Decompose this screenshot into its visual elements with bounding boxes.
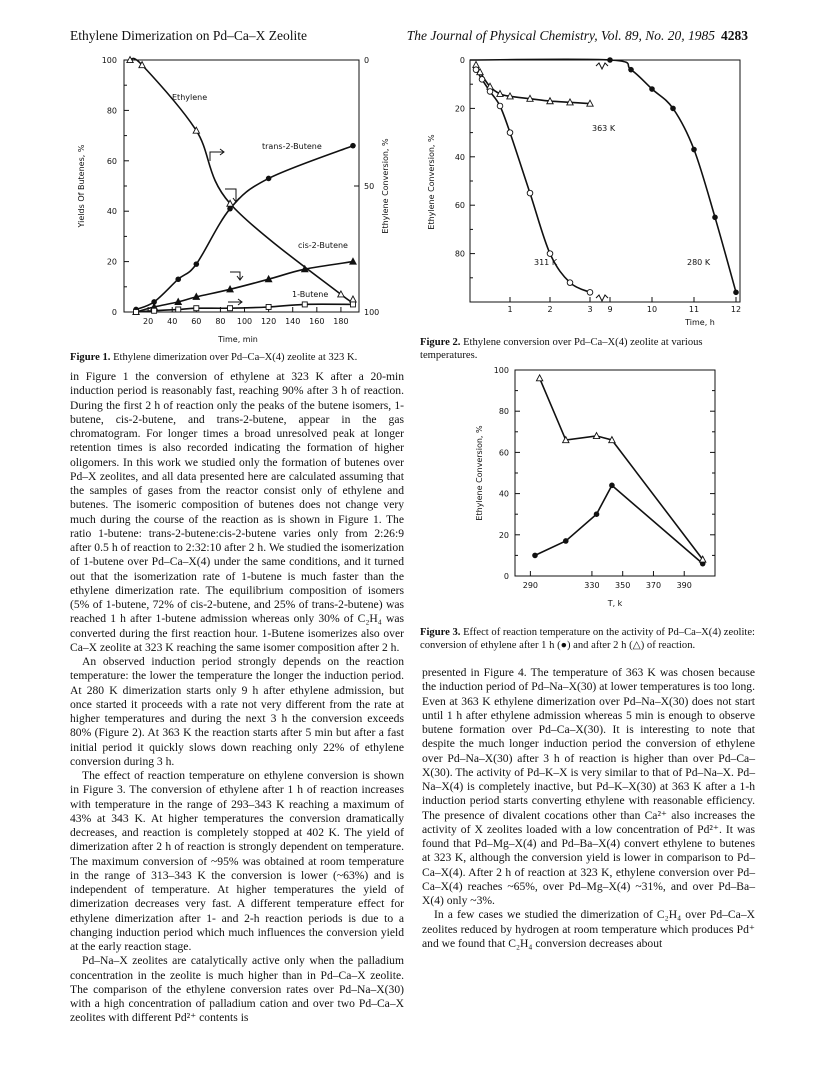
figure-1-y2-axis-label: Ethylene Conversion, % (381, 138, 390, 234)
data-point (628, 67, 634, 73)
figure-2-y-tick-label: 80 (454, 249, 465, 259)
figure-1-y-tick-label: 20 (106, 257, 117, 267)
data-point (152, 308, 157, 313)
paragraph: The effect of reaction temperature on ethylene conversion is shown in Figure 3. The conversion of ethylene after 1 h of reaction increases with temperature in the range of 293–343 K reaching a maximum of 43% at 343 K. At higher temperatures the conversion dramatically decreases, and reaction is completely stopped at 402 K. The yield of dimerization after 2 h of reaction is strongly dependent on temperature. The maximum conversion of ~95% was obtained at room temperature in the range of 313–343 K the conversion is lower (~63%) and is independent of temperature. At higher temperatures the yield of dimerization decreases very fast. A different temperature effect for ethylene dimerization after 1- and 2-h reaction periods is due to a changing induction period which much influences the conversion yield at the early reaction stage. (70, 769, 404, 953)
figure-1-y2-tick-label: 100 (364, 308, 380, 317)
figure-1-y-axis-label: Yields Of Butenes, % (77, 144, 86, 228)
data-point (527, 190, 533, 196)
data-point (609, 483, 615, 489)
data-point (266, 304, 271, 309)
data-point (350, 296, 356, 302)
data-point (266, 176, 272, 182)
data-point (567, 280, 573, 286)
figure-3-x-tick-label: 370 (645, 581, 662, 590)
journal-name: The Journal of Physical Chemistry, Vol. 89, No. 20, 1985 (406, 28, 715, 43)
data-point (350, 143, 356, 149)
paragraph: in Figure 1 the conversion of ethylene at 323 K after a 20-min induction period is reasonably fast, reaching 90% after 3 h of reaction. During the first 2 h of reaction only the peaks of the butene isomers, 1-butene, cis-2-butene, and trans-2-butene, appear in the gas chromatogram. For longer times a broad unresolved peak at longer retention times is also recorded indicating the formation of higher oligomers. In this work we studied only the formation of butenes over Pd–X zeolites, and all data presented here are calculated assuming that the samples of gases from the reactor consist only of ethylene and butenes. The isomeric composition of butenes does not change very much during the course of the reaction as is shown in Figure 1. The ratio 1-butene: trans-2-butene:cis-2-butene varies only from 2:26:9 after 0.5 h of reaction to 2:32:10 after 2 h. We studied the isomerization of 1-butene over Pd–Ca–X(4) under the same conditions, and it turned out that the isomerization rate of 1-butene is much faster than the ethylene dimerization rate. The equilibrium composition of isomers (5% of 1-butene, 72% of cis-2-butene, and 25% of trans-2-butene) was reached 1 h after 1-butene admission whereas only 30% of C₂H₄ was converted during the first reaction hour. 1-Butene isomerizes also over Ca–X zeolite at 323 K reaching the same isomer composition after 2 h. (70, 370, 404, 654)
figure-3-x-tick-label: 290 (522, 581, 539, 590)
label-trans-2-butene: trans-2-Butene (262, 142, 322, 151)
data-point (607, 57, 613, 63)
label-363k: 363 K (592, 124, 616, 133)
data-point (479, 77, 485, 83)
right-column-text (422, 666, 755, 951)
data-point (194, 306, 199, 311)
page-number: 4283 (721, 28, 748, 43)
figure-1-x-tick-label: 80 (215, 317, 226, 326)
data-point (670, 106, 676, 112)
data-point (227, 206, 233, 212)
figure-1-y-tick-label: 0 (111, 308, 117, 317)
data-point (134, 310, 139, 315)
figure-1-x-tick-label: 100 (236, 317, 253, 326)
series-line (535, 485, 703, 563)
figure-3-chart (420, 360, 760, 628)
data-point (350, 302, 355, 307)
data-point (175, 276, 181, 282)
figure-1-y-tick-label: 100 (101, 56, 117, 65)
figure-1-caption-text: Ethylene dimerization over Pd–Ca–X(4) zeolite at 323 K. (110, 352, 358, 363)
figure-1-x-axis-label: Time, min (218, 335, 258, 344)
data-point (487, 89, 493, 95)
figure-3-y-tick-label: 20 (498, 530, 509, 540)
figure-2-caption (420, 336, 750, 362)
data-point (594, 511, 600, 517)
data-point (497, 103, 503, 109)
figure-1-x-tick-label: 160 (309, 317, 325, 326)
label-280k: 280 K (687, 258, 711, 267)
left-column-text (70, 370, 404, 1026)
data-point (536, 375, 542, 381)
figure-1-x-tick-label: 120 (260, 317, 277, 326)
data-point (532, 553, 538, 559)
data-point (547, 251, 553, 257)
figure-2-x-axis-label: Time, h (685, 318, 715, 327)
label-ethylene: Ethylene (172, 93, 208, 102)
data-point (473, 67, 479, 73)
data-point (507, 130, 513, 136)
data-point (563, 538, 569, 544)
figure-3-x-tick-label: 330 (584, 581, 600, 590)
figure-3-caption-text: Effect of reaction temperature on the activity of Pd–Ca–X(4) zeolite: conversion of ethylene after 1 h (●) and after 2 h (△) of reaction. (420, 627, 755, 651)
figure-2-x-tick-label: 1 (507, 305, 513, 314)
figure-2-chart (420, 52, 760, 337)
figure-1-y-tick-label: 80 (106, 106, 117, 116)
series-line (476, 65, 590, 104)
figure-3-x-tick-label: 350 (615, 581, 631, 590)
label-cis-2-butene: cis-2-Butene (298, 241, 348, 250)
figure-1-y2-tick-label: 50 (364, 182, 375, 191)
figure-3-y-tick-label: 60 (498, 448, 509, 458)
figure-3-caption (420, 626, 755, 652)
data-point (587, 290, 593, 296)
data-point (228, 306, 233, 311)
figure-3-y-tick-label: 40 (498, 489, 509, 499)
figure-1-caption (70, 351, 410, 364)
data-point (712, 215, 718, 221)
paragraph: An observed induction period strongly depends on the reaction temperature: the lower the temperature the longer the induction period. At 280 K dimerization starts only 9 h after ethylene admission, but once started it proceeds with a rate not very different from the rate at higher temperatures and during the next 3 h the conversion exceeds 80% (Figure 2). At 363 K the reaction starts after 5 min but after a fast initial period it quickly slows down reaching only 22% of ethylene conversion during 3 h. (70, 655, 404, 768)
label-1-butene: 1-Butene (292, 290, 329, 299)
figure-1-y-tick-label: 60 (106, 156, 117, 166)
figure-2-x-tick-label: 12 (730, 305, 742, 314)
figure-1-x-tick-label: 60 (191, 317, 202, 326)
figure-3-y-axis-label: Ethylene Conversion, % (475, 425, 484, 521)
figure-2-caption-label: Figure 2. (420, 337, 461, 348)
figure-2-caption-text: Ethylene conversion over Pd–Ca–X(4) zeolite at various temperatures. (420, 337, 703, 361)
figure-2-x-tick-label: 2 (547, 305, 553, 314)
data-point (733, 290, 739, 296)
data-point (176, 307, 181, 312)
data-point (691, 147, 697, 153)
figure-2-y-tick-label: 0 (459, 56, 465, 65)
data-point (194, 261, 200, 267)
figure-3-x-tick-label: 390 (676, 581, 692, 590)
figure-2-y-axis-label: Ethylene Conversion, % (427, 134, 436, 230)
figure-2-x-tick-label: 3 (587, 305, 593, 314)
figure-1-y2-tick-label: 0 (364, 56, 370, 65)
running-header-right (407, 28, 748, 44)
figure-2-y-tick-label: 20 (454, 104, 465, 114)
figure-1-x-tick-label: 20 (143, 317, 154, 326)
paragraph: presented in Figure 4. The temperature of 363 K was chosen because the induction period of Pd–Na–X(30) at lower temperatures is too long. Even at 363 K ethylene dimerization over Pd–Na–X(30) does not start until 1 h after ethylene admission whereas 5 min is enough to observe butene formation over Pd–Ca–X(30). It is interesting to note that despite the much longer induction period the conversion of ethylene over Pd–Na–X(30) after 3 h of reaction is higher than over Pd–Ca–X(30). The activity of Pd–K–X is very similar to that of Pd–Na–X. Pd–Na–X(4) is completely inactive, but Pd–K–X(30) at 363 K after a 1-h induction period starts converting ethylene with reasonable efficiency. The presence of divalent cocations other than Ca²⁺ also increases the activity of X zeolites loaded with a low concentration of Pd²⁺. It was found that Pd–Mg–X(4) and Pd–Ba–X(4) convert ethylene to butenes at 323 K, although the conversion yield is lower in comparison to Pd–Ca–X(4). After 2 h of reaction at 323 K, ethylene conversion over Pd–Ca–X(4) reaches ~65%, over Pd–Mg–X(4) ~31%, and over Pd–Ba–X(4) only ~3%. (422, 666, 755, 907)
paragraph: Pd–Na–X zeolites are catalytically active only when the palladium concentration in the zeolite is much higher than in Pd–Ca–X zeolite. The comparison of the ethylene conversion rates over Pd–Na–X(30) with a high concentration of palladium cation and over two Pd–Ca–X zeolites with different Pd²⁺ contents is (70, 954, 404, 1025)
figure-2-x-tick-label: 11 (688, 305, 700, 314)
paragraph: In a few cases we studied the dimerization of C₂H₄ over Pd–Ca–X zeolites reduced by hydrogen at room temperature which produces Pd⁺ and we found that C₂H₄ conversion decreases about (422, 908, 755, 950)
figure-2-y-tick-label: 40 (454, 152, 465, 162)
figure-2-x-tick-label: 10 (646, 305, 658, 314)
running-header-left: Ethylene Dimerization on Pd–Ca–X Zeolite (70, 28, 307, 43)
figure-3-y-tick-label: 100 (493, 366, 509, 375)
figure-1-x-tick-label: 180 (333, 317, 349, 326)
figure-3-y-tick-label: 0 (503, 572, 509, 581)
figure-1-x-tick-label: 140 (285, 317, 301, 326)
figure-2-y-tick-label: 60 (454, 201, 465, 211)
figure-1-y-tick-label: 40 (106, 207, 117, 217)
data-point (302, 302, 307, 307)
data-point (649, 86, 655, 92)
figure-1-chart (60, 52, 400, 348)
label-311k: 311 K (534, 258, 558, 267)
series-line (540, 378, 703, 559)
figure-2-x-tick-label: 9 (607, 305, 613, 314)
figure-1-x-tick-label: 40 (167, 317, 178, 326)
figure-3-x-axis-label: T, k (607, 599, 623, 608)
figure-3-caption-label: Figure 3. (420, 627, 461, 638)
figure-3-y-tick-label: 80 (498, 407, 509, 417)
figure-1-caption-label: Figure 1. (70, 352, 111, 363)
